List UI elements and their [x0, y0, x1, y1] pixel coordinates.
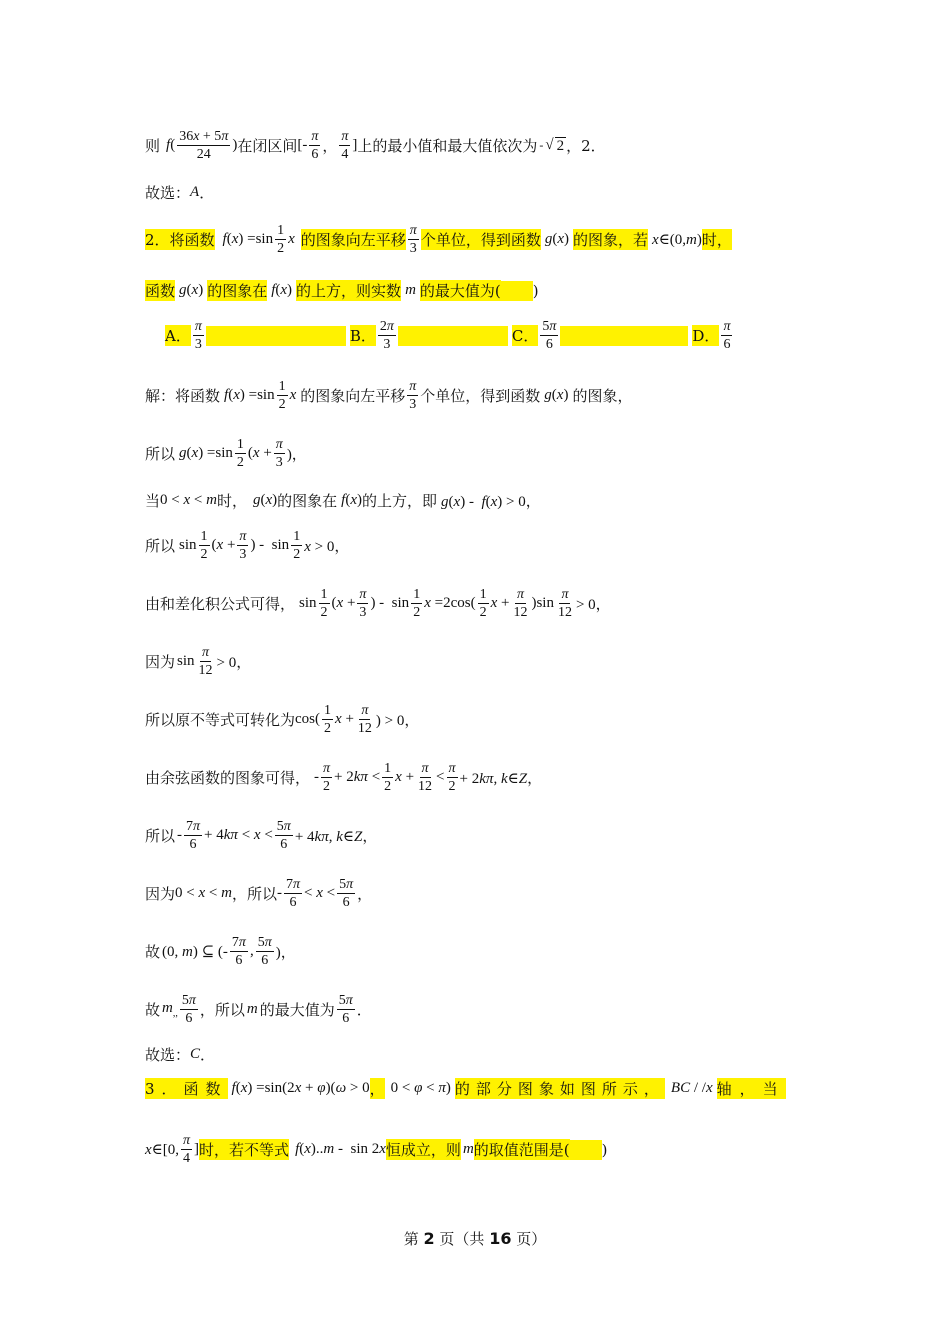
sol-line9: 所以 - $\frac{7\pi}{6}$ + 4kπ < x < $\frac{5\pi}{6}$ + 4kπ, k∈Z，	[145, 819, 378, 852]
text: )	[532, 281, 539, 300]
answer-letter: A	[190, 184, 200, 200]
text: 轴，当	[716, 1080, 786, 1098]
q3-line1: 3．函数 f(x) =sin(2x + φ)(ω > 0 ， 0 < φ < π) 的部分图象如图所示， BC / /x 轴，当	[145, 1080, 786, 1098]
text: 故选：	[145, 1046, 191, 1064]
fraction: $\frac{\pi}{3}$	[409, 223, 417, 256]
text: 的上方，即	[362, 492, 438, 510]
solution1-final-line: 则 f ( $\frac{36x + 5\pi}{24}$ ) 在闭区间 [- $\frac{\pi}{6}$ ， $\frac{\pi}{4}$ ] 上的最小值和最大值依次为 - √ 2 ，2．	[145, 129, 606, 162]
sol-line8: 由余弦函数的图象可得， - $\frac{\pi}{2}$ + 2kπ < $\frac{1}{2}$ x + $\frac{\pi}{12}$ < $\frac{\pi}{2}$ + 2kπ, k∈Z，	[145, 761, 543, 794]
total-pages: 16	[489, 1229, 512, 1248]
text: 因为	[145, 885, 176, 903]
sol-line3: 当 0 < x < m 时， g(x) 的图象在 f(x) 的上方，即 g(x) - f(x) > 0，	[145, 492, 541, 510]
sol-line12: 故 $m_{,,}$ $\frac{5\pi}{6}$ ，所以 m 的最大值为 $\frac{5\pi}{6}$ ．	[145, 993, 372, 1026]
text: 的图象向左平移	[300, 231, 406, 249]
text: 的最大值为(	[419, 282, 501, 300]
fraction: $\frac{36x + 5\pi}{24}$	[179, 129, 229, 162]
sol-line7: 所以原不等式可转化为 cos( $\frac{1}{2}$ x + $\frac{\pi}{12}$ ) > 0，	[145, 703, 420, 736]
text: 则	[145, 137, 161, 155]
q2-line2: 函数 g(x) 的图象在 f(x) 的上方，则实数 m 的最大值为( )	[145, 281, 539, 300]
answer-line: 故选： A ．	[145, 184, 215, 202]
fraction: $\frac{\pi}{4}$	[341, 129, 349, 162]
text: 故选：	[145, 184, 191, 202]
option-c-value: $\frac{5\pi}{6}$	[542, 319, 557, 352]
text: 的图象在	[277, 492, 338, 510]
option-a-label: A．	[165, 327, 191, 345]
text: 的图象在	[207, 282, 268, 300]
text: 解：将函数	[145, 387, 221, 405]
page-footer	[0, 1228, 950, 1249]
text: )	[601, 1140, 608, 1159]
answer-letter: C	[190, 1046, 201, 1062]
text: 时，	[216, 492, 247, 510]
text: ，所以	[231, 885, 277, 903]
text: 页（共	[439, 1230, 485, 1248]
text: 上的最小值和最大值依次为	[357, 137, 538, 155]
option-c-label: C．	[511, 327, 539, 345]
text: 故	[145, 1001, 161, 1019]
sol-line4: 所以 sin $\frac{1}{2}$ (x + $\frac{\pi}{3}$ ) - sin $\frac{1}{2}$ x > 0，	[145, 529, 350, 562]
sol-line10: 因为 0 < x < m ，所以 - $\frac{7\pi}{6}$ < x < $\frac{5\pi}{6}$ ，	[145, 877, 373, 910]
text: 故	[145, 943, 161, 961]
text: 所以	[145, 537, 176, 555]
text: 的图象向左平移	[300, 387, 406, 405]
sol-line1: 解：将函数 f(x) =sin $\frac{1}{2}$ x 的图象向左平移 $\frac{\pi}{3}$ 个单位，得到函数 g(x) 的图象，	[145, 379, 633, 412]
text: 的部分图象如图所示，	[454, 1080, 665, 1098]
answer-blank	[570, 1140, 602, 1160]
sol-line2: 所以 g(x) =sin $\frac{1}{2}$ (x + $\frac{\pi}{3}$ )，	[145, 437, 307, 470]
sol-line6: 因为 sin $\frac{\pi}{12}$ > 0，	[145, 645, 252, 678]
text: 时，	[701, 231, 732, 249]
text: 在闭区间	[237, 137, 298, 155]
answer-blank	[501, 281, 533, 301]
text: 所以	[145, 445, 176, 463]
text: 的取值范围是(	[473, 1141, 570, 1159]
text: 函数	[145, 282, 176, 300]
option-b-label: B．	[349, 327, 376, 345]
text: 2．将函数	[145, 231, 215, 249]
text: 的上方，则实数	[296, 282, 402, 300]
text: ，	[369, 1080, 385, 1098]
text: 当	[145, 492, 161, 510]
text: 因为	[145, 653, 176, 671]
option-d-label: D．	[692, 327, 720, 345]
text: 由和差化积公式可得，	[145, 595, 296, 613]
text: 3．函数	[145, 1080, 228, 1098]
text: 的图象，	[572, 387, 633, 405]
option-d-value: $\frac{\pi}{6}$	[723, 319, 731, 352]
text: 所以	[145, 827, 176, 845]
sol-line5: 由和差化积公式可得， sin $\frac{1}{2}$ (x + $\frac{\pi}{3}$ ) - sin $\frac{1}{2}$ x =2cos( $\frac{1}{2}$ x + $\frac{\pi}{12}$ )sin $\frac{\pi}{12}$ > 0，	[145, 587, 611, 620]
math-f: f	[166, 137, 171, 153]
text: 个单位，得到函数	[420, 231, 541, 249]
sol-line11: 故 (0, m) ⊆ (- $\frac{7\pi}{6}$ , $\frac{5\pi}{6}$ )，	[145, 935, 296, 968]
text: 所以原不等式可转化为	[145, 711, 296, 729]
text: 第	[403, 1230, 419, 1248]
text: 页）	[516, 1230, 547, 1248]
fraction: $\frac{1}{2}$	[277, 223, 285, 256]
text: 由余弦函数的图象可得，	[145, 769, 311, 787]
fraction: $\frac{\pi}{6}$	[311, 129, 319, 162]
text: 个单位，得到函数	[420, 387, 541, 405]
q2-line1: 2．将函数 f(x) =sin $\frac{1}{2}$ x 的图象向左平移 $\frac{\pi}{3}$ 个单位，得到函数 g(x) 的图象，若 x∈(0,m) 时，	[145, 223, 732, 256]
text: 时，若不等式	[199, 1141, 290, 1159]
sol-answer-line: 故选： C ．	[145, 1046, 216, 1064]
text: 的图象，若	[573, 231, 649, 249]
text: 的最大值为	[259, 1001, 335, 1019]
q3-line2: x∈[0, $\frac{\pi}{4}$ ] 时，若不等式 f(x)..m - sin 2x 恒成立，则 m 的取值范围是( )	[145, 1133, 608, 1166]
text: ，2．	[566, 137, 606, 155]
option-a-value: $\frac{\pi}{3}$	[194, 319, 202, 352]
option-b-value: $\frac{2\pi}{3}$	[379, 319, 394, 352]
text: ，所以	[199, 1001, 245, 1019]
text: 恒成立，则	[385, 1141, 461, 1159]
page-number: 2	[423, 1229, 435, 1248]
q2-options	[165, 318, 734, 353]
